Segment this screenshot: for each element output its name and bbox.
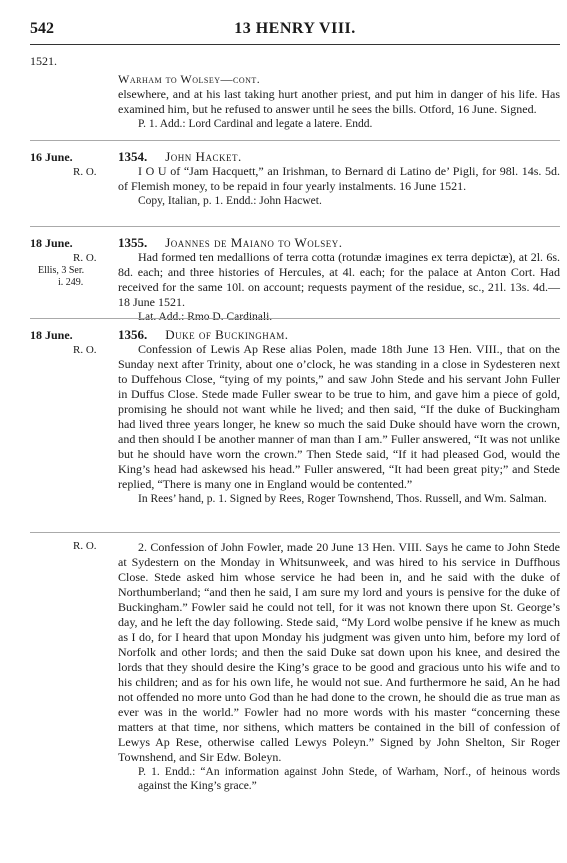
page-header <box>30 20 560 44</box>
entry-title: John Hacket. <box>165 149 242 164</box>
entry-text: 2. Confession of John Fowler, made 20 June 13 Hen. VIII. Says he came to John Stede at Sydestern on the Monday in Whitsunweek, and was hired to his service in Duffhous Close. Stede asked him whose service he had been in, and he said with the duke of Northumberland; “and then he said, I am sure my lord and yours is pensive for the duke of Buckingham.” Fowler said he could not tell, for it was not known there upon St. George’s day, and he left the day following. Stede said, “My Lord wolbe pensive if he knew as much as I do, for I heard that upon Monday his judgment was given unto him, before my lord of Norfolk and other lords; and then the said Duke sat down upon his knee, and desired the lords that they should desire the King’s grace to be good and gracious unto his wife and to his children; and as for his own life, he would not sue. And furthermore he said, An he had not offended no more unto God than he had done to the crown, he should die as true man as ever was in the world.” Fowler had no more words with his master “concerning these matters at that time, nor sithens, which matters be contained in the bill of confession of Lewys Ap Rese, otherwise called Lewys Poleyn.” Signed by John Shelton, Sir Roger Townshend, and Sir Edw. Boleyn. <box>118 540 560 764</box>
entry-source-extra: i. 249. <box>58 277 84 288</box>
year-marker: 1521. <box>30 54 57 68</box>
entry-source: R. O. <box>73 344 97 356</box>
entry-meta: P. 1. Add.: Lord Cardinal and legate a latere. Endd. <box>138 118 373 130</box>
entry-title: Duke of Buckingham. <box>165 327 289 342</box>
entry-separator <box>30 318 560 319</box>
page-number: 542 <box>30 20 54 37</box>
entry-date: 16 June. <box>30 150 73 164</box>
entry-text: Confession of Lewis Ap Rese alias Polen, made 18th June 13 Hen. VIII., that on the Sunday next after Trinity, about one o’clock, he was standing in a close in Sydesteren next to Duffehous Close, “tying of my points,” and saw John Stede and his servant John Fuller in Duffus Close. Stede made Fuller swear to be true to him, and gave him a piece of gold, promising he should not want while he lived; and then said, “If the duke of Buckingham had lived three years longer, he knew so much the said Duke should have worn the crown, and then should I be another manner of man than I am.” Fuller answered, “It was not unlike but he should have worn the crown.” Then Stede said, “If it had pleased God, would the King’s head had askewsed his head.” Fuller answered, “It had been great pity;” and Stede replied, “There is many one in England would be contented.” <box>118 342 560 491</box>
entry-number: 1354. <box>118 149 148 164</box>
entry-separator <box>30 140 560 141</box>
entry-separator <box>30 226 560 227</box>
entry-text: I O U of “Jam Hacquett,” an Irishman, to Bernard di Latino de’ Pigli, for 98l. 14s. 5d. of Flemish money, to be repaid in four yearly instalments. 16 June 1521. <box>118 164 560 193</box>
entry-title: Warham to Wolsey—cont. <box>118 72 261 86</box>
entry-meta: In Rees’ hand, p. 1. Signed by Rees, Roger Townshend, Thos. Russell, and Wm. Salman. <box>138 493 547 505</box>
entry-title: Joannes de Maiano to Wolsey. <box>165 235 343 250</box>
entry-separator <box>30 532 560 533</box>
entry-source-extra: Ellis, 3 Ser. <box>38 265 85 276</box>
entry-number: 1356. <box>118 327 148 342</box>
entry-1354 <box>118 149 560 208</box>
entry-meta: Lat. Add.: Rmo D. Cardinali. <box>138 311 273 323</box>
header-rule <box>30 44 560 45</box>
entry-meta: Copy, Italian, p. 1. Endd.: John Hacwet. <box>138 195 322 207</box>
entry-continued <box>118 72 560 131</box>
entry-source: R. O. <box>73 252 97 264</box>
entry-1355 <box>118 235 560 324</box>
entry-date: 18 June. <box>30 236 73 250</box>
entry-text: elsewhere, and at his last taking hurt another priest, and put him in danger of his life. Has examined him, but he refused to answer until he sees the bills. Otford, 16 June. Signed. <box>118 87 560 116</box>
entry-text: Had formed ten medallions of terra cotta (rotundæ imagines ex terra depictæ), at 2l. 6s. 8d. each; and three histories of Hercules, at 4l. each; for the palace at Anton Cort. Had received for the same 10l. on account; requests payment of the residue, sc., 21l. 13s. 4d.—18 June 1521. <box>118 250 560 309</box>
entry-date: 18 June. <box>30 328 73 342</box>
entry-1356-2 <box>118 540 560 793</box>
entry-source: R. O. <box>73 166 97 178</box>
entry-meta: P. 1. Endd.: “An information against John Stede, of Warham, Norf., of heinous words against the King’s grace.” <box>138 766 560 792</box>
entry-1356 <box>118 327 560 506</box>
entry-number: 1355. <box>118 235 148 250</box>
running-title: 13 HENRY VIII. <box>234 20 356 37</box>
entry-source: R. O. <box>73 540 97 552</box>
